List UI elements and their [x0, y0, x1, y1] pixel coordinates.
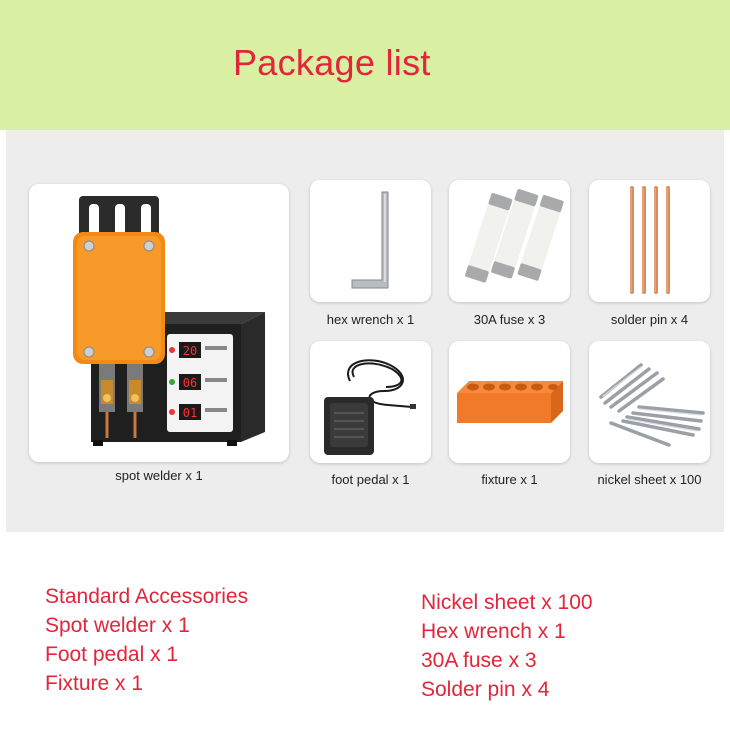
accessories-list [0, 534, 730, 730]
solder-pin-caption: solder pin x 4 [610, 312, 689, 327]
accessory-right-2: 30A fuse x 3 [421, 649, 537, 672]
hex-wrench-image [310, 180, 431, 302]
solder-pin-card [589, 180, 710, 302]
spot-welder-card [29, 184, 289, 462]
nickel-sheet-caption: nickel sheet x 100 [597, 472, 702, 487]
nickel-sheet-image [589, 341, 710, 463]
accessory-right-3: Solder pin x 4 [421, 678, 550, 701]
fuse-image [449, 180, 570, 302]
page-title: Package list [233, 42, 431, 83]
foot-pedal-image [310, 341, 431, 463]
solder-pin-image [589, 180, 710, 302]
fixture-card [449, 341, 570, 463]
hex-wrench-card [310, 180, 431, 302]
fixture-caption: fixture x 1 [481, 472, 538, 487]
spot-welder-image [29, 184, 289, 462]
fuse-card [449, 180, 570, 302]
nickel-sheet-card [589, 341, 710, 463]
spot-welder-caption: spot welder x 1 [115, 468, 203, 483]
fuse-caption: 30A fuse x 3 [473, 312, 546, 327]
display-middle: 06 [182, 376, 198, 390]
display-bottom: 01 [182, 406, 198, 420]
header-banner [0, 0, 730, 130]
display-top: 20 [182, 344, 198, 358]
foot-pedal-caption: foot pedal x 1 [331, 472, 410, 487]
accessory-left-1: Spot welder x 1 [45, 614, 190, 637]
accessory-left-2: Foot pedal x 1 [45, 643, 179, 666]
fixture-image [449, 341, 570, 463]
accessories-heading: Standard Accessories [45, 585, 249, 608]
accessory-right-0: Nickel sheet x 100 [421, 591, 593, 614]
foot-pedal-card [310, 341, 431, 463]
hex-wrench-caption: hex wrench x 1 [326, 312, 415, 327]
accessory-right-1: Hex wrench x 1 [421, 620, 566, 643]
accessory-left-3: Fixture x 1 [45, 672, 144, 695]
